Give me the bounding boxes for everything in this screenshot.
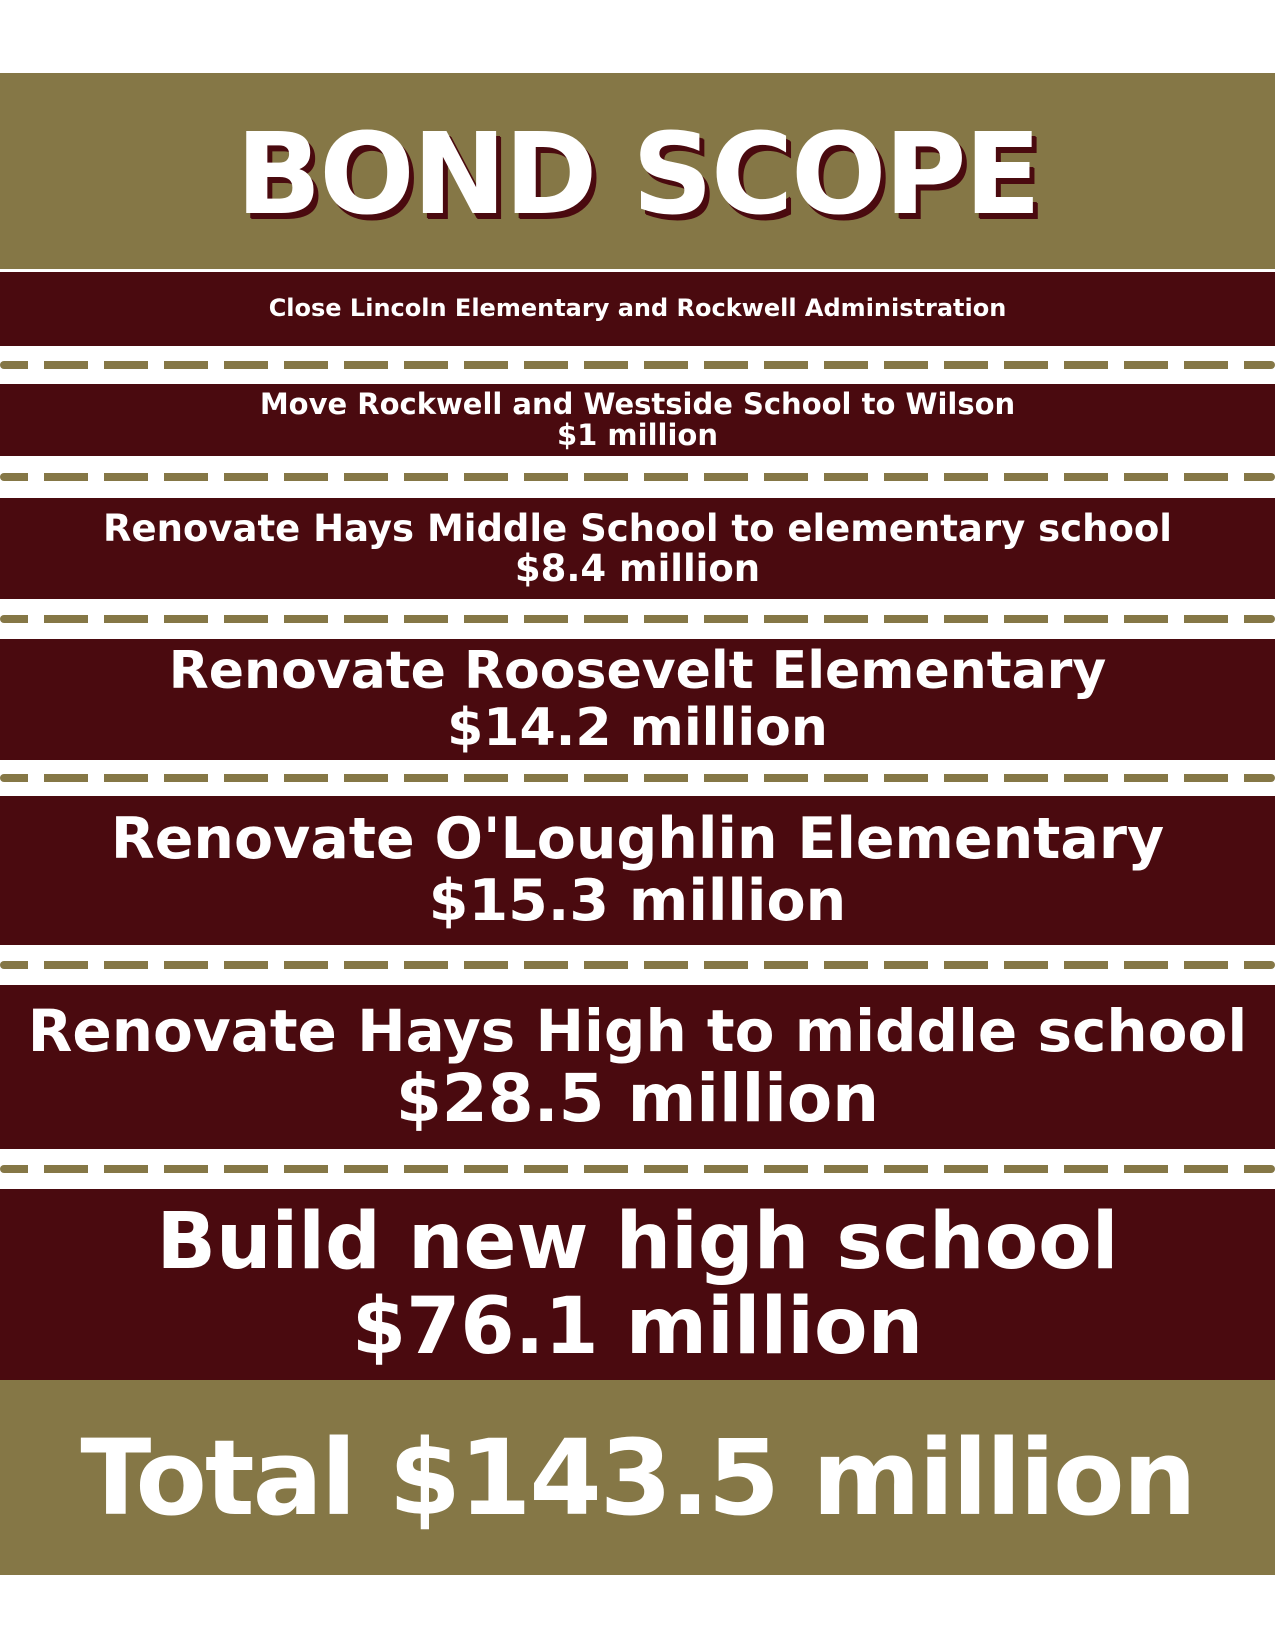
scope-item-7-cost: $76.1 million — [351, 1281, 924, 1372]
scope-item-5 — [0, 793, 1275, 948]
scope-item-3 — [0, 495, 1275, 602]
scope-item-7-label: Build new high school — [156, 1197, 1119, 1288]
divider-3 — [0, 602, 1275, 636]
divider-2 — [0, 459, 1275, 495]
total-banner — [0, 1380, 1275, 1575]
scope-item-1-label: Close Lincoln Elementary and Rockwell Administration — [268, 294, 1007, 323]
scope-item-2-label: Move Rockwell and Westside School to Wilson — [259, 386, 1016, 421]
header-banner — [0, 73, 1275, 269]
divider-6 — [0, 1152, 1275, 1186]
scope-item-2-cost: $1 million — [556, 418, 718, 452]
scope-item-5-cost: $15.3 million — [428, 867, 847, 934]
scope-item-4 — [0, 636, 1275, 763]
page-title: BOND SCOPE — [236, 110, 1039, 240]
scope-item-4-cost: $14.2 million — [447, 697, 828, 758]
scope-item-3-cost: $8.4 million — [514, 546, 761, 590]
scope-item-5-label: Renovate O'Loughlin Elementary — [110, 805, 1165, 872]
scope-item-1 — [0, 269, 1275, 349]
scope-item-6 — [0, 982, 1275, 1152]
scope-item-2 — [0, 381, 1275, 459]
scope-item-6-label: Renovate Hays High to middle school — [27, 997, 1248, 1066]
divider-4 — [0, 763, 1275, 793]
scope-item-7 — [0, 1186, 1275, 1380]
scope-item-6-cost: $28.5 million — [395, 1059, 880, 1137]
total-amount: Total $143.5 million — [80, 1416, 1195, 1539]
divider-1 — [0, 349, 1275, 381]
scope-item-4-label: Renovate Roosevelt Elementary — [168, 641, 1107, 702]
divider-5 — [0, 948, 1275, 982]
scope-item-3-label: Renovate Hays Middle School to elementary school — [103, 506, 1172, 550]
